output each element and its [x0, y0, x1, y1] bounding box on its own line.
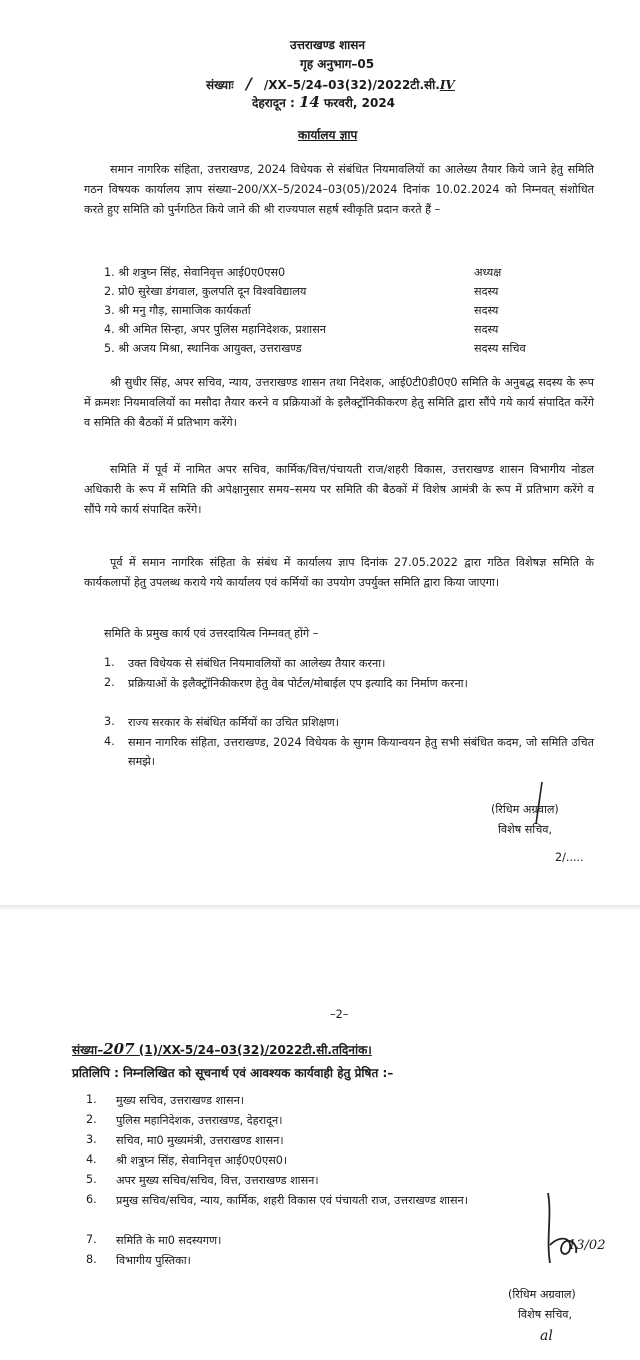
copy-item: समिति के मा0 सदस्यगण। — [116, 1234, 222, 1247]
place-date — [252, 93, 395, 111]
copy-sankhya-tail: तदिनांक। — [331, 1043, 372, 1057]
copy-item: पुलिस महानिदेशक, उत्तराखण्ड, देहरादून। — [116, 1114, 283, 1127]
copy-num: 7. — [86, 1233, 97, 1246]
copy-item: सचिव, मा0 मुख्यमंत्री, उत्तराखण्ड शासन। — [116, 1134, 284, 1147]
task-num: 2. — [104, 676, 115, 689]
copy-reference-number — [72, 1040, 372, 1058]
member-role: सदस्य — [474, 285, 499, 298]
task-text: उक्त विधेयक से संबंधित नियमावलियों का आलेख्य तैयार करना। — [128, 657, 386, 670]
tasks-intro: समिति के प्रमुख कार्य एवं उत्तरदायित्व निम्नवत् होंगे – — [104, 627, 319, 640]
task-text: राज्य सरकार के संबंधित कर्मियों का उचित प्रशिक्षण। — [128, 716, 339, 729]
sankhya-number: /XX–5/24–03(32)/2022टी.सी. — [263, 78, 440, 92]
copy-num: 2. — [86, 1113, 97, 1126]
member-role: सदस्य — [474, 323, 499, 336]
member-name: श्री शत्रुघ्न सिंह, सेवानिवृत्त आई0ए0एस0 — [118, 266, 286, 279]
signatory-designation: विशेष सचिव, — [498, 823, 553, 836]
task-num: 4. — [104, 735, 115, 748]
copy-num: 3. — [86, 1133, 97, 1146]
page-divider — [0, 905, 640, 909]
copy-item: विभागीय पुस्तिका। — [116, 1254, 191, 1267]
handwritten-date: 13/02 — [568, 1238, 606, 1253]
copy-num: 6. — [86, 1193, 97, 1206]
task-text: समान नागरिक संहिता, उत्तराखण्ड, 2024 विधेयक के सुगम कियान्वयन हेतु सभी संबंधित कदम, जो समिति उचित समझे। — [128, 736, 594, 768]
page-number: –2– — [330, 1008, 349, 1021]
handwritten-initials: al — [540, 1328, 553, 1344]
copy-sankhya-label: संख्या– — [72, 1043, 104, 1057]
member-num: 4. — [104, 323, 115, 336]
copy-item: मुख्य सचिव, उत्तराखण्ड शासन। — [116, 1094, 245, 1107]
sankhya-suffix: IV — [439, 78, 455, 92]
handwritten-number: 207 — [103, 1040, 135, 1058]
govt-name: उत्तराखण्ड शासन — [290, 38, 366, 52]
paragraph-associate-member: श्री सुधीर सिंह, अपर सचिव, न्याय, उत्तराखण्ड शासन तथा निदेशक, आई0टी0डी0ए0 समिति के अनुबद्ध सदस्य के रूप में क्रमशः नियमावलियों का मसौदा तैयार करने व प्रक्रियाओं के इलैक्ट्रॉनिकीकरण हेतु समिति द्वारा सौंपे गये कार्य संपादित करेंगे व समिति की बैठकों में प्रतिभाग करेंगे। — [84, 376, 594, 429]
copy-item: श्री शत्रुघ्न सिंह, सेवानिवृत्त आई0ए0एस0। — [116, 1154, 288, 1167]
member-num: 1. — [104, 266, 115, 279]
date-suffix: फरवरी, 2024 — [324, 96, 396, 110]
paragraph-constitution: समान नागरिक संहिता, उत्तराखण्ड, 2024 विधेयक से संबंधित नियमावलियों का आलेख्य तैयार किये जाने हेतु समिति गठन विषयक कार्यालय ज्ञाप संख्या–200/XX–5/2024–03(05)/2024 दिनांक 10.02.2024 को निम्नवत् संशोधित करते हुए समिति को पुर्नगठित किये जाने की श्री राज्यपाल सहर्ष स्वीकृति प्रदान करते हैं – — [84, 163, 594, 216]
copy-num: 8. — [86, 1253, 97, 1266]
sankhya-label: संख्याः — [206, 78, 234, 92]
member-num: 5. — [104, 342, 115, 355]
section-name: गृह अनुभाग–05 — [300, 57, 375, 71]
member-role: अध्यक्ष — [474, 266, 502, 279]
copy-item: अपर मुख्य सचिव/सचिव, वित्त, उत्तराखण्ड शासन। — [116, 1174, 319, 1187]
copy-num: 4. — [86, 1153, 97, 1166]
member-role: सदस्य — [474, 304, 499, 317]
copy-intro: प्रतिलिपि : निम्नलिखित को सूचनार्थ एवं आवश्यक कार्यवाही हेतु प्रेषित :– — [72, 1066, 394, 1080]
member-name: श्री अमित सिन्हा, अपर पुलिस महानिदेशक, प्रशासन — [118, 323, 326, 336]
page-continuation: 2/..... — [555, 851, 584, 864]
signatory-name: (रिधिम अग्रवाल) — [491, 803, 559, 816]
task-text: प्रक्रियाओं के इलैक्ट्रॉनिकीकरण हेतु वेब पोर्टल/मोबाईल एप इत्यादि का निर्माण करना। — [128, 677, 468, 690]
member-item — [104, 322, 326, 337]
handwritten-day: 14 — [298, 93, 320, 111]
date-prefix: देहरादून : — [252, 96, 295, 110]
signatory-name: (रिधिम अग्रवाल) — [508, 1288, 576, 1301]
copy-sankhya-rest: (1)/XX-5/24–03(32)/2022टी.सी. — [138, 1043, 332, 1057]
signatory-designation: विशेष सचिव, — [518, 1308, 573, 1321]
copy-item: प्रमुख सचिव/सचिव, न्याय, कार्मिक, शहरी विकास एवं पंचायती राज, उत्तराखण्ड शासन। — [116, 1194, 468, 1207]
task-num: 3. — [104, 715, 115, 728]
signature-scribble — [530, 1185, 610, 1280]
reference-number — [206, 74, 455, 93]
paragraph-resources: पूर्व में समान नागरिक संहिता के संबंध में कार्यालय ज्ञाप दिनांक 27.05.2022 द्वारा गठित विशेषज्ञ समिति के कार्यकलापों हेतु उपलब्ध कराये गये कार्यालय एवं कर्मियों का उपयोग उपर्युक्त समिति द्वारा किया जाएगा। — [84, 556, 594, 589]
copy-num: 5. — [86, 1173, 97, 1186]
memo-title: कार्यालय ज्ञाप — [298, 128, 358, 142]
member-name: श्री मनु गौड़, सामाजिक कार्यकर्ता — [118, 304, 251, 317]
member-item — [104, 284, 306, 299]
copy-num: 1. — [86, 1093, 97, 1106]
member-name: प्रो0 सुरेखा डंगवाल, कुलपति दून विश्वविद्यालय — [118, 285, 307, 298]
paragraph-nodal-officers: समिति में पूर्व में नामित अपर सचिव, कार्मिक/वित्त/पंचायती राज/शहरी विकास, उत्तराखण्ड शासन विभागीय नोडल अधिकारी के रूप में समिति की अपेक्षानुसार समय–समय पर समिति की बैठकों में विशेष आमंत्री के रूप में प्रतिभाग करेंगे व सौंपे गये कार्य संपादित करेंगे। — [84, 463, 594, 516]
member-num: 2. — [104, 285, 115, 298]
member-name: श्री अजय मिश्रा, स्थानिक आयुक्त, उत्तराखण्ड — [118, 342, 302, 355]
member-item — [104, 341, 302, 356]
task-num: 1. — [104, 656, 115, 669]
member-item — [104, 265, 285, 280]
member-item — [104, 303, 251, 318]
member-num: 3. — [104, 304, 115, 317]
member-role: सदस्य सचिव — [474, 342, 526, 355]
handwritten-mark: / — [245, 74, 252, 93]
